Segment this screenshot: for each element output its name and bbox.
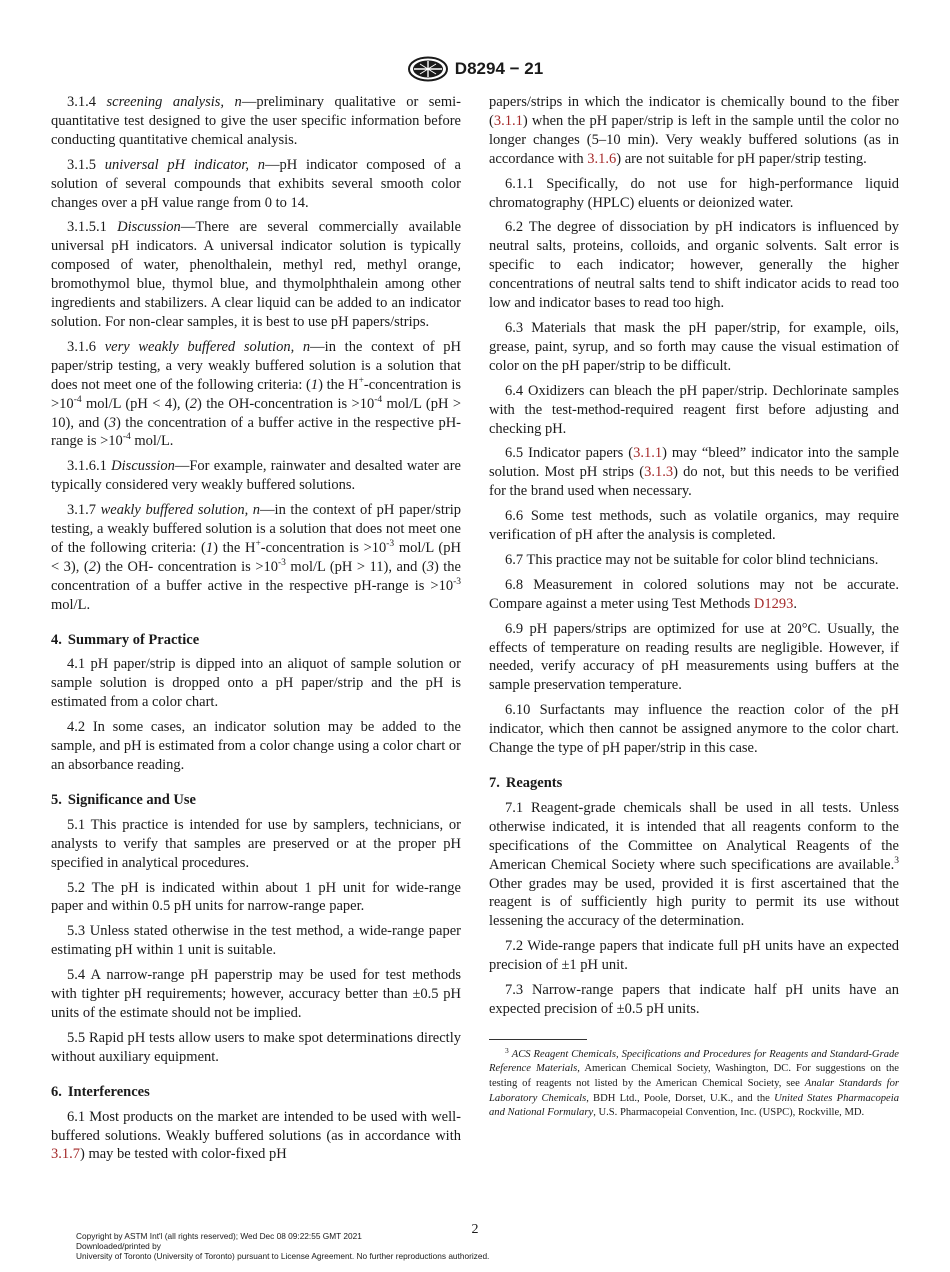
paragraph [489,701,899,758]
text-run: 6.4 Oxidizers can bleach the pH paper/strip. Dechlorinate samples with the test-method-required reagent first before adjusting and checking pH. [489,382,899,437]
text-run: 3.1.6.1 [67,458,112,475]
paragraph [51,922,461,960]
superscript: -3 [453,576,461,587]
italic-text: universal pH indicator, n [104,156,266,173]
section-reference-link[interactable]: 3.1.6 [587,150,617,167]
paragraph [51,655,461,712]
italic-text: 2 [189,395,198,412]
copyright-line: Downloaded/printed by [76,1241,161,1252]
text-run: 6.6 Some test methods, such as volatile organics, may require verification of pH after the analysis is completed. [489,508,899,544]
section-number: 4. [51,631,62,648]
paragraph [489,620,899,696]
text-run: 7.1 Reagent-grade chemicals shall be used in all tests. Unless otherwise indicated, it is intended that all reagents conform to the specifications of the Committee on Analytical Reagents of the American Chemical Society where such specifications are available. [489,799,899,873]
left-column [51,93,461,1170]
text-run: , American Chemical Society, Washington, DC. For suggestions on the testing of reagents not listed by the American Chemical Society, see [489,1063,900,1090]
text-run: ) the concentration of a buffer active in the respective pH-range is >10 [51,414,461,450]
text-run: 6.1.1 Specifically, do not use for high-performance liquid chromatography (HPLC) eluents or deionized water. [489,175,899,211]
paragraph [489,93,899,169]
text-run: 4.1 pH paper/strip is dipped into an aliquot of sample solution or sample solution is dropped onto a pH paper/strip and the pH is estimated from a color chart. [51,656,461,711]
italic-text: 3 [108,414,116,431]
copyright-line: University of Toronto (University of Toronto) pursuant to License Agreement. No further reproductions authorized. [76,1251,490,1262]
italic-text: Analar Standards for Laboratory Chemicals [489,1078,899,1104]
section-number: 5. [51,791,62,808]
text-run: 6.3 Materials that mask the pH paper/strip, for example, oils, grease, paint, syrup, and so forth may cause the visual estimation of color on the pH paper/strip to be difficult. [489,319,899,374]
text-run: . [793,595,798,612]
italic-text: Discussion [117,219,181,236]
text-run: 5.3 Unless stated otherwise in the test method, a wide-range paper estimating pH within 1 unit is suitable. [51,923,461,959]
text-run: —For example, rainwater and desalted water are typically considered very weakly buffered solutions. [51,458,461,494]
copyright-line: Copyright by ASTM Int'l (all rights reserved); Wed Dec 08 09:22:55 GMT 2021 [76,1231,362,1241]
paragraph [51,457,461,495]
section-reference-link[interactable]: 3.1.3 [644,464,674,481]
italic-text: screening analysis, n [106,94,242,110]
footnote-rule [489,1039,587,1040]
text-run: 3.1.5 [67,156,105,173]
paragraph [51,966,461,1023]
text-run: ) the H [213,539,256,556]
italic-text: United States Pharmacopeia and National Formulary [489,1092,899,1119]
section-title: Reagents [505,775,563,791]
section-number: 7. [489,775,500,791]
text-run: ) the concentration of a buffer active in the respective pH-range is >10 [51,558,461,594]
text-run: —There are several commercially available universal pH indicators. A universal indicator solution is typically composed of water, phenolthalein, methyl red, methyl orange, bromothymol blue, thymol blue, and thymolphthalein among other ingredients and stabilizers. A clear liquid can be added to an indicator solution. For non-clear samples, it is best to use pH papers/strips. [51,219,462,330]
italic-text: 1 [310,376,319,393]
section-heading [51,631,461,650]
paragraph [51,338,461,451]
section-number: 6. [51,1083,62,1100]
section-reference-link[interactable]: D1293 [753,595,794,612]
superscript: -4 [73,394,82,405]
text-run: 6.7 This practice may not be suitable for color blind technicians. [505,551,879,568]
text-run: mol/L (pH < 3), ( [51,539,461,575]
superscript: + [358,375,364,386]
section-reference-link[interactable]: 3.1.1 [493,112,523,129]
paragraph [489,507,899,545]
italic-text: weakly buffered solution, n [100,502,261,519]
text-run: 6.9 pH papers/strips are optimized for use at 20°C. Usually, the effects of temperature on reading results are negligible. However, if needed, verify accuracy of pH measurements using buffers at the sample preservation temperature. [489,620,899,694]
italic-text: 1 [205,539,214,556]
text-run: 3.1.6 [67,338,105,355]
paragraph [489,175,899,213]
text-run: mol/L (pH < 4), ( [81,395,190,412]
italic-text: Discussion [111,458,175,475]
paragraph [489,382,899,439]
superscript: -4 [122,432,131,443]
paragraph [51,93,461,150]
text-run: -concentration is >10 [260,539,387,556]
text-run: 5.2 The pH is indicated within about 1 pH unit for wide-range paper and within 0.5 pH units for narrow-range paper. [51,879,461,915]
text-run: ) the OH-concentration is >10 [197,395,375,412]
section-title: Interferences [67,1083,150,1100]
text-run: , U.S. Pharmacopeial Convention, Inc. (USPC), Rockville, MD. [593,1107,865,1119]
text-run: ) may be tested with color-fixed pH [80,1146,287,1163]
page-number: 2 [471,1222,479,1237]
paragraph [489,444,899,501]
paragraph [489,319,899,376]
text-run: —preliminary qualitative or semi-quantitative test designed to give the user specific information before conducting quantitative chemical analysis. [51,94,462,148]
superscript: -3 [386,538,395,549]
footnote-3 [489,1045,900,1121]
text-run: 4.2 In some cases, an indicator solution may be added to the sample, and pH is estimated from a color change using a color chart or an absorbance reading. [51,719,461,773]
text-run: 5.1 This practice is intended for use by samplers, technicians, or analysts to verify that samples are preserved or at the proper pH specified in analytical procedures. [51,816,461,871]
superscript: -4 [374,394,383,405]
text-run: 7.3 Narrow-range papers that indicate half pH units have an expected precision of ±0.5 pH units. [489,982,899,1017]
section-heading [51,1083,461,1102]
paragraph [489,551,899,570]
superscript: 3 [894,855,899,866]
text-run: 5.5 Rapid pH tests allow users to make spot determinations directly without auxiliary equipment. [51,1029,461,1065]
paragraph [51,879,461,917]
document-designation: D8294 − 21 [454,59,544,78]
text-run: ) are not suitable for pH paper/strip testing. [616,150,867,167]
section-reference-link[interactable]: 3.1.7 [51,1146,80,1163]
text-run: 6.5 Indicator papers ( [505,445,634,462]
text-run: 6.2 The degree of dissociation by pH indicators is influenced by neutral salts, proteins, colloids, and organic solvents. Salt error is specific to each indicator; however, generally the higher concentrations of neutral salts tend to shift indicator acids to read too low and indicator bases to read too high. [489,219,899,312]
text-run: 6.8 Measurement in colored solutions may not be accurate. Compare against a meter using Test Methods [489,576,899,612]
text-run: 5.4 A narrow-range pH paperstrip may be used for test methods with tighter pH requirements; however, accuracy better than ±0.5 pH units of the estimate should not be implied. [51,967,461,1021]
paragraph [489,981,899,1019]
paragraph [51,816,461,873]
text-run: 6.10 Surfactants may influence the reaction color of the pH indicator, which then cannot be assigned anymore to the color chart. Change the type of pH paper/strip in this case. [489,702,899,757]
italic-text: ACS Reagent Chemicals, Specifications and Procedures for Reagents and Standard-Grade Reference Materials [489,1048,899,1075]
section-heading [489,774,899,793]
text-run: 3.1.7 [67,502,101,519]
section-title: Significance and Use [67,791,196,808]
text-run: 3.1.4 [67,94,107,110]
superscript: + [255,538,261,549]
paragraph [51,1029,461,1067]
paragraph [51,1108,461,1165]
text-run: mol/L. [51,596,91,613]
text-run: 7.2 Wide-range papers that indicate full pH units have an expected precision of ±1 pH unit. [489,938,899,974]
right-column [489,93,899,1127]
text-run: 6.1 Most products on the market are intended to be used with well-buffered solutions. Weakly buffered solutions (as in accordance with [51,1108,461,1144]
text-run: , BDH Ltd., Poole, Dorset, U.K., and the [586,1092,775,1104]
superscript: -3 [278,557,286,568]
text-run: —pH indicator composed of a solution of several compounds that exhibits several smooth color changes over a pH value range from 0 to 14. [51,156,461,211]
paragraph [489,218,899,313]
section-title: Summary of Practice [67,631,200,648]
text-run: 3.1.5.1 [67,219,118,236]
section-heading [51,791,461,810]
page-header [0,56,950,82]
paragraph [51,218,461,331]
text-run: ) do not, but this needs to be verified for the brand used when necessary. [489,464,900,500]
text-run: ) may “bleed” indicator into the sample solution. Most pH strips ( [489,445,899,481]
paragraph [489,799,899,931]
astm-logo-icon [407,56,449,82]
text-run: —in the context of pH paper/strip testing, a very weakly buffered solution is a solution that does not meet one of the following criteria: ( [51,338,461,393]
text-run: ) when the pH paper/strip is left in the sample until the color no longer changes (5–10 min). Very weakly buffered solutions (as in accordance with [489,112,899,167]
italic-text: very weakly buffered solution, n [104,338,311,355]
text-run: papers/strips in which the indicator is chemically bound to the fiber ( [489,94,899,129]
paragraph [489,937,899,975]
paragraph [489,576,899,614]
italic-text: 3 [426,558,434,575]
text-run: mol/L. [130,433,174,450]
text-run: —in the context of pH paper/strip testing, a weakly buffered solution is a solution that does not meet one of the following criteria: ( [51,502,462,556]
paragraph [51,156,461,213]
section-reference-link[interactable]: 3.1.1 [633,445,663,462]
superscript: 3 [505,1045,509,1055]
text-run: mol/L (pH > 11), and ( [285,558,427,575]
text-run: ) the H [318,376,359,393]
text-run: -concentration is >10 [51,376,461,412]
text-run: ) the OH- concentration is >10 [95,558,278,575]
text-run: mol/L (pH > 10), and ( [51,395,461,431]
paragraph [51,501,461,614]
paragraph [51,718,461,775]
italic-text: 2 [88,558,96,575]
copyright-notice [76,1231,489,1262]
text-run: Other grades may be used, provided it is first ascertained that the reagent is of sufficiently high purity to permit its use without lessening the accuracy of the determination. [489,875,899,930]
